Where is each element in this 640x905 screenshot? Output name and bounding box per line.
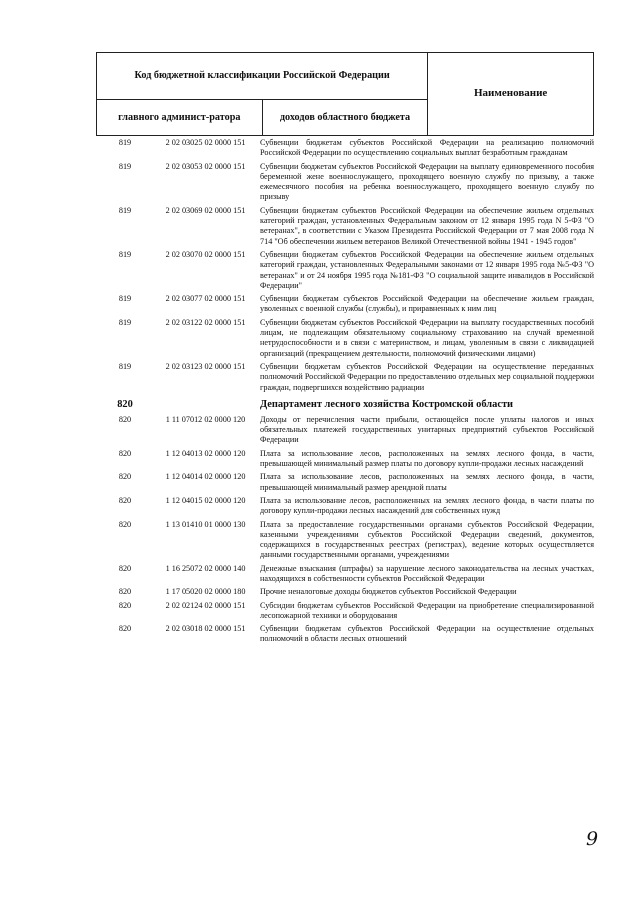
income-code: 1 11 07012 02 0000 120 [165, 414, 246, 424]
income-name: Субсидии бюджетам субъектов Российской Федерации на приобретение специализированной лесопожарной техники и оборудования [260, 600, 594, 620]
table-header [96, 52, 594, 136]
department-heading-row [96, 399, 594, 411]
admin-code: 820 [118, 563, 132, 573]
income-code: 2 02 03018 02 0000 151 [165, 624, 246, 634]
income-name: Плата за предоставление государственными органами субъектов Российской Федерации, казенными учреждениями субъектов Российской Федерации сведений, документов, содержащихся в государственных реестрах (регистрах), ведение которых осуществляется данными государственными органами, учреждениями [260, 519, 594, 560]
income-code: 2 02 03069 02 0000 151 [165, 205, 246, 215]
income-name: Прочие неналоговые доходы бюджетов субъектов Российской Федерации [260, 587, 517, 597]
income-code: 1 12 04014 02 0000 120 [165, 472, 246, 482]
income-code: 2 02 03025 02 0000 151 [165, 138, 246, 147]
income-name: Субвенции бюджетам субъектов Российской Федерации на осуществление переданных полномочий Российской Федерации по предоставлению отдельных мер социальной поддержки граждан, подвергшихся воздействию радиации [260, 361, 594, 392]
table-row [96, 520, 594, 561]
income-name: Субвенции бюджетам субъектов Российской Федерации на обеспечение жильем граждан, уволенных с военной службы (службы), и приравненных к ним лиц [260, 294, 594, 314]
table-row [96, 250, 594, 291]
table-row [96, 318, 594, 359]
income-name: Плата за использование лесов, расположенных на землях лесного фонда, в части, превышающей минимальный размер арендной платы [260, 472, 594, 492]
income-code: 2 02 03077 02 0000 151 [165, 294, 246, 304]
header-admin-column: главного админист-ратора [97, 100, 263, 136]
admin-code: 820 [118, 519, 132, 529]
income-code [154, 399, 257, 411]
admin-code: 820 [117, 398, 133, 410]
income-name: Денежные взыскания (штрафы) за нарушение лесного законодательства на лесных участках, находящихся в собственности субъектов Российской Федерации [260, 563, 594, 583]
table-row [96, 624, 594, 645]
table-row [96, 564, 594, 585]
income-code: 1 16 25072 02 0000 140 [165, 563, 246, 573]
table-row [96, 294, 594, 315]
table-row [96, 415, 594, 446]
admin-code: 819 [118, 294, 132, 304]
table-row [96, 601, 594, 622]
income-name: Субвенции бюджетам субъектов Российской Федерации на осуществление отдельных полномочий в области лесных отношений [260, 624, 594, 644]
income-code: 2 02 03053 02 0000 151 [165, 161, 246, 171]
income-code: 2 02 02124 02 0000 151 [165, 600, 246, 610]
admin-code: 820 [118, 495, 132, 505]
table-row [96, 138, 594, 159]
table-row [96, 162, 594, 203]
admin-code: 820 [118, 624, 132, 634]
department-name: Департамент лесного хозяйства Костромской области [260, 398, 514, 410]
admin-code: 819 [118, 138, 132, 147]
table-row [96, 362, 594, 393]
income-name: Плата за использование лесов, расположенных на землях лесного фонда, в части, превышающей минимальный размер платы по договору купли-продажи лесных насаждений [260, 448, 594, 469]
income-code: 2 02 03122 02 0000 151 [165, 317, 246, 327]
admin-code: 820 [118, 472, 132, 482]
income-code: 1 12 04013 02 0000 120 [165, 448, 246, 458]
admin-code: 819 [118, 361, 132, 371]
admin-code: 819 [118, 317, 132, 327]
admin-code: 820 [118, 414, 132, 424]
income-code: 2 02 03070 02 0000 151 [165, 249, 246, 259]
table-row [96, 587, 594, 597]
income-code: 1 12 04015 02 0000 120 [165, 495, 246, 505]
table-row [96, 496, 594, 517]
admin-code: 820 [118, 448, 132, 458]
income-code: 2 02 03123 02 0000 151 [165, 361, 246, 371]
table-body [96, 138, 594, 645]
admin-code: 820 [118, 587, 132, 597]
table-row [96, 206, 594, 247]
admin-code: 819 [118, 161, 132, 171]
header-budget-classification: Код бюджетной классификации Российской Федерации [97, 53, 428, 100]
admin-code: 819 [118, 205, 132, 215]
income-code: 1 13 01410 01 0000 130 [165, 519, 246, 529]
admin-code: 820 [118, 600, 132, 610]
income-name: Доходы от перечисления части прибыли, остающейся после уплаты налогов и иных обязательных платежей государственных унитарных предприятий субъектов Российской Федерации [260, 414, 594, 445]
table-row [96, 472, 594, 493]
income-name: Субвенции бюджетам субъектов Российской Федерации на выплату единовременного пособия беременной жене военнослужащего, проходящего военную службу по призыву, а также ежемесячного пособия на ребенка военнослужащего, проходящего военную службу по призыву [260, 161, 594, 202]
header-income-column: доходов областного бюджета [262, 100, 428, 136]
page-number: 9 [586, 828, 599, 850]
table-row [96, 449, 594, 470]
income-code: 1 17 05020 02 0000 180 [165, 587, 246, 597]
income-name: Субвенции бюджетам субъектов Российской Федерации на обеспечение жильем отдельных категорий граждан, установленных Федеральным законом от 12 января 1995 года N 5-ФЗ "О ветеранах", в соответствии с Указом Президента Российской Федерации от 7 мая 2008 года N 714 "Об обеспечении жильем ветеранов Великой Отечественной войны 1941 - 1945 годов" [260, 205, 594, 246]
income-name: Плата за использование лесов, расположенных на землях лесного фонда, в части платы по договору купли-продажи лесных насаждений для собственных нужд [260, 495, 594, 516]
income-name: Субвенции бюджетам субъектов Российской Федерации на реализацию полномочий Российской Федерации по осуществлению социальных выплат безработным гражданам [260, 138, 594, 158]
income-name: Субвенции бюджетам субъектов Российской Федерации на выплату государственных пособий лицам, не подлежащим обязательному социальному страхованию на случай временной нетрудоспособности и в связи с материнством, и лицам, уволенным в связи с ликвидацией организаций (прекращением деятельности, полномочий физическими лицами) [260, 317, 594, 358]
document-page [96, 52, 594, 648]
income-name: Субвенции бюджетам субъектов Российской Федерации на обеспечение жильем отдельных категорий граждан, установленных Федеральными законами от 12 января 1995 года №5-ФЗ "О ветеранах" и от 24 ноября 1995 года №181-ФЗ "О социальной защите инвалидов в Российской Федерации" [260, 249, 594, 290]
header-name-column: Наименование [428, 53, 594, 136]
admin-code: 819 [118, 249, 132, 259]
